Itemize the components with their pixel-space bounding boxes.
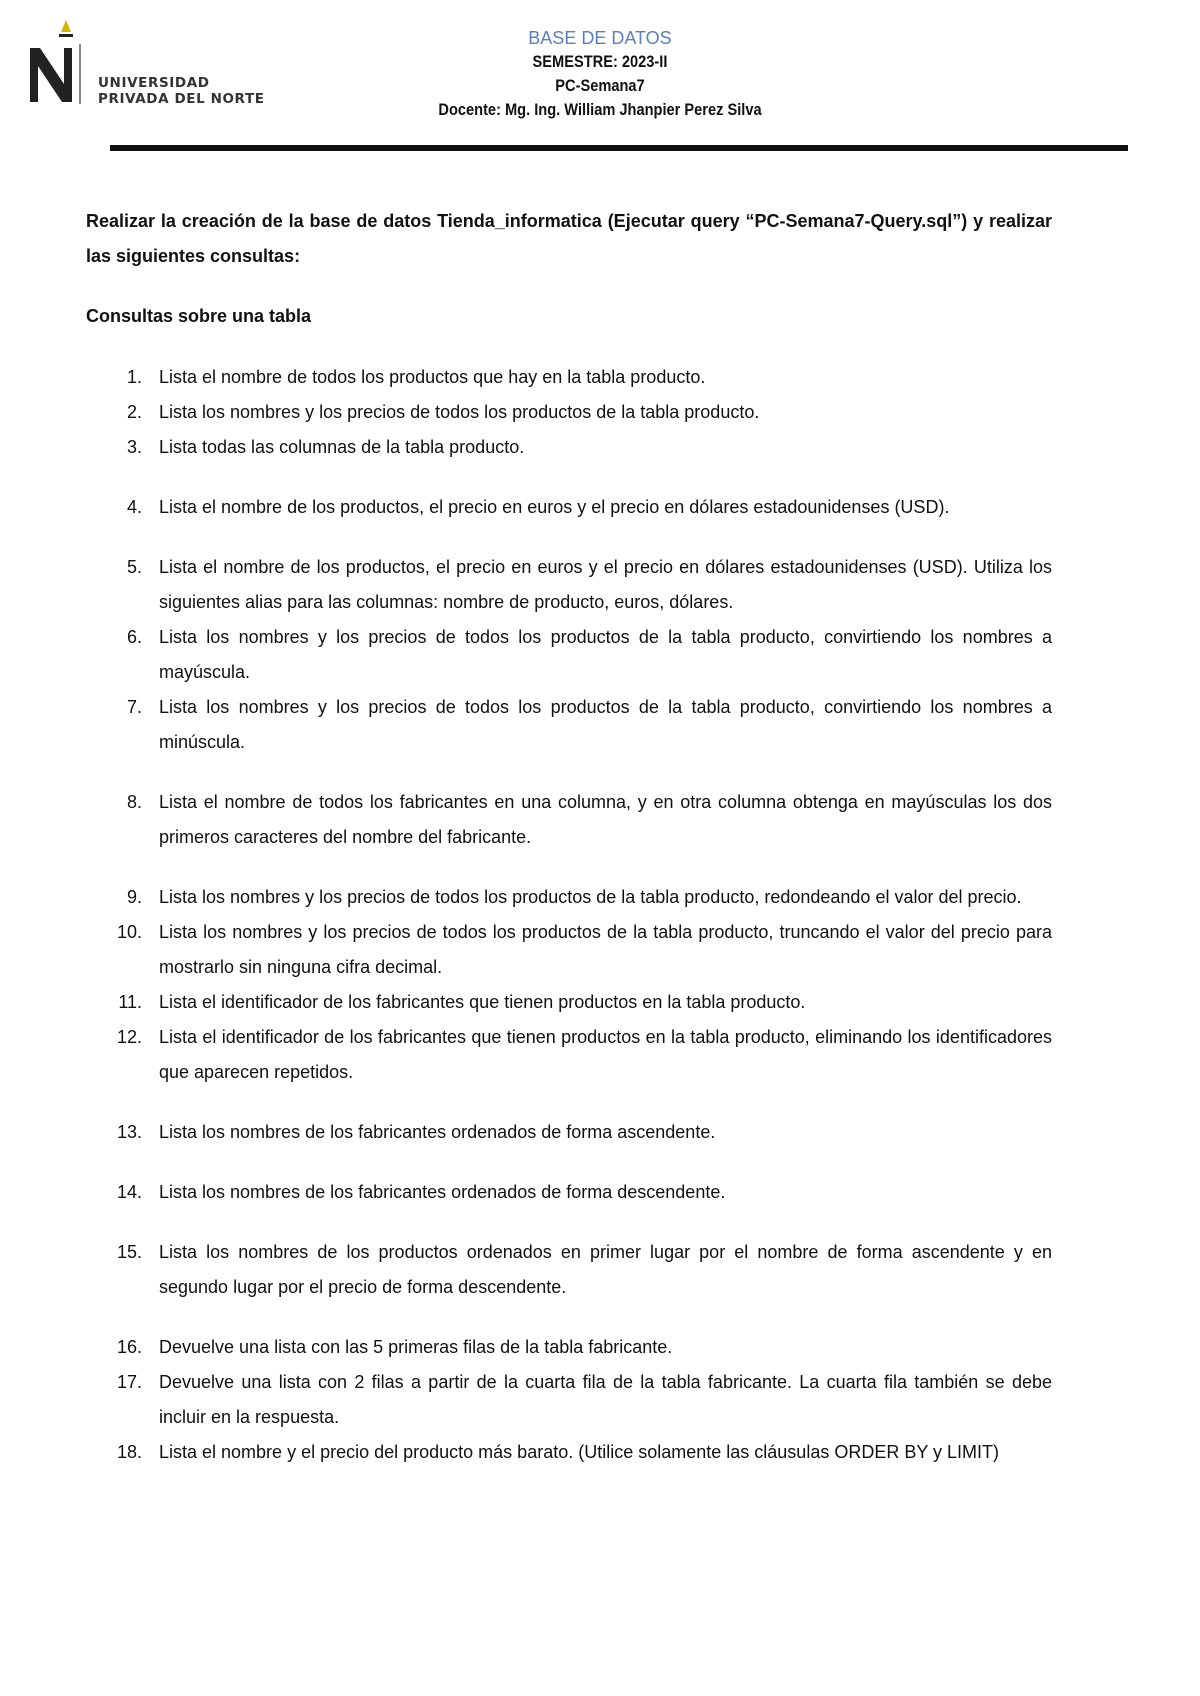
teacher-line: Docente: Mg. Ing. William Jhanpier Perez Silva <box>438 100 762 119</box>
document-header <box>0 26 1200 122</box>
item-number: 4. <box>126 497 142 517</box>
item-text: Lista los nombres de los fabricantes ordenados de forma ascendente. <box>159 1122 716 1142</box>
item-number: 18. <box>116 1442 142 1462</box>
item-text: Devuelve una lista con las 5 primeras filas de la tabla fabricante. <box>159 1337 673 1357</box>
item-text: Lista todas las columnas de la tabla producto. <box>159 437 525 457</box>
item-number: 7. <box>126 697 142 717</box>
item-number: 16. <box>116 1337 142 1357</box>
item-text: Lista los nombres y los precios de todos los productos de la tabla producto, redondeando el valor del precio. <box>159 887 1022 907</box>
item-number: 10. <box>116 922 142 942</box>
item-text: Lista los nombres y los precios de todos los productos de la tabla producto, truncando el valor del precio para mostrarlo sin ninguna cifra decimal. <box>159 922 1052 977</box>
document-body <box>86 204 1052 1470</box>
item-text: Lista el identificador de los fabricantes que tienen productos en la tabla producto. <box>159 992 806 1012</box>
list-item <box>86 1365 1052 1435</box>
list-item <box>86 395 1052 430</box>
semester-line: SEMESTRE: 2023-II <box>532 52 668 71</box>
list-item <box>86 785 1052 855</box>
item-number: 3. <box>126 437 142 457</box>
logo-line-1: UNIVERSIDAD <box>98 75 210 91</box>
item-number: 6. <box>126 627 142 647</box>
list-item <box>86 360 1052 395</box>
item-text: Lista el nombre de todos los fabricantes en una columna, y en otra columna obtenga en mayúsculas los dos primeros caracteres del nombre del fabricante. <box>159 792 1052 847</box>
list-item <box>86 1020 1052 1090</box>
logo-line-2: PRIVADA DEL NORTE <box>98 91 265 107</box>
list-item <box>86 550 1052 620</box>
course-title: BASE DE DATOS <box>528 28 672 48</box>
list-item <box>86 1235 1052 1305</box>
list-item <box>86 430 1052 465</box>
list-item <box>86 880 1052 915</box>
item-number: 13. <box>116 1122 142 1142</box>
item-number: 5. <box>126 557 142 577</box>
item-text: Lista los nombres de los productos ordenados en primer lugar por el nombre de forma ascendente y en segundo lugar por el precio de forma descendente. <box>159 1242 1052 1297</box>
list-item <box>86 1115 1052 1150</box>
item-number: 17. <box>116 1372 142 1392</box>
list-item <box>86 490 1052 525</box>
list-item <box>86 620 1052 690</box>
item-number: 9. <box>126 887 142 907</box>
item-text: Lista los nombres y los precios de todos los productos de la tabla producto, convirtiendo los nombres a minúscula. <box>159 697 1052 752</box>
list-item <box>86 985 1052 1020</box>
list-item <box>86 1330 1052 1365</box>
item-number: 2. <box>126 402 142 422</box>
item-number: 8. <box>126 792 142 812</box>
list-item <box>86 1435 1052 1470</box>
item-number: 12. <box>116 1027 142 1047</box>
header-divider <box>110 145 1128 151</box>
item-text: Lista el nombre de los productos, el precio en euros y el precio en dólares estadounidenses (USD). Utiliza los siguientes alias para las columnas: nombre de producto, euros, dólares. <box>159 557 1052 612</box>
list-item <box>86 690 1052 760</box>
item-text: Lista los nombres y los precios de todos los productos de la tabla producto. <box>159 402 760 422</box>
session-line: PC-Semana7 <box>555 76 645 95</box>
item-text: Lista los nombres y los precios de todos los productos de la tabla producto, convirtiendo los nombres a mayúscula. <box>159 627 1052 682</box>
item-number: 15. <box>116 1242 142 1262</box>
item-text: Devuelve una lista con 2 filas a partir de la cuarta fila de la tabla fabricante. La cuarta fila también se debe incluir en la respuesta. <box>159 1372 1052 1427</box>
list-item <box>86 1175 1052 1210</box>
section-title: Consultas sobre una tabla <box>86 306 312 326</box>
list-item <box>86 915 1052 985</box>
item-text: Lista el nombre de los productos, el precio en euros y el precio en dólares estadounidenses (USD). <box>159 497 950 517</box>
intro-paragraph: Realizar la creación de la base de datos Tienda_informatica (Ejecutar query “PC-Semana7-Query.sql”) y realizar las siguientes consultas: <box>86 211 1052 266</box>
item-number: 1. <box>126 367 142 387</box>
item-number: 11. <box>118 992 142 1012</box>
item-text: Lista el nombre de todos los productos que hay en la tabla producto. <box>159 367 706 387</box>
item-text: Lista los nombres de los fabricantes ordenados de forma descendente. <box>159 1182 726 1202</box>
item-text: Lista el identificador de los fabricantes que tienen productos en la tabla producto, eliminando los identificadores que aparecen repetidos. <box>159 1027 1052 1082</box>
item-text: Lista el nombre y el precio del producto más barato. (Utilice solamente las cláusulas ORDER BY y LIMIT) <box>159 1442 1000 1462</box>
query-list <box>86 360 1052 1470</box>
item-number: 14. <box>116 1182 142 1202</box>
